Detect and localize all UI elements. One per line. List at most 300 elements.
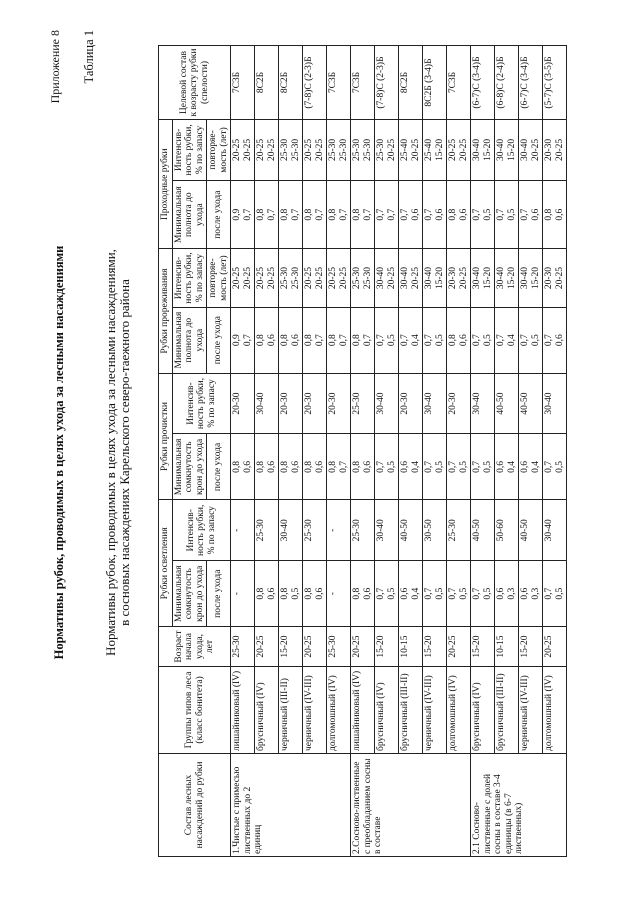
cell-value: 0,7 <box>544 460 554 473</box>
cell-p-min <box>351 180 375 249</box>
cell-type: черничный (III-II) <box>279 666 303 753</box>
cell-value: 0,6 <box>266 587 277 600</box>
cell-value: 0,6 <box>290 334 301 347</box>
cell-l-int: 25-30 <box>303 500 327 561</box>
header-start-age: Возраст начала ухода, лет <box>159 627 231 667</box>
cell-value: 0,4 <box>410 587 421 600</box>
cell-value: 20-30 <box>544 266 554 290</box>
cell-value: 0,5 <box>434 460 445 473</box>
cell-t-min <box>327 307 351 373</box>
cell-c-int: 40-50 <box>519 373 543 434</box>
cell-value: 0,7 <box>362 334 373 347</box>
cell-value: 20-25 <box>314 138 325 162</box>
cell-p-int <box>447 120 471 181</box>
cell-l-min <box>375 561 399 627</box>
cell-p-int <box>255 120 279 181</box>
cell-value: 0,7 <box>400 334 410 347</box>
cell-l-min: - <box>231 561 255 627</box>
cell-value: 0,8 <box>280 334 290 347</box>
cell-age: 20-25 <box>447 627 471 667</box>
cell-value: 0,9 <box>232 208 242 221</box>
cell-value: 0,6 <box>496 587 506 600</box>
cell-value: 0,7 <box>338 460 349 473</box>
cell-value: 25-40 <box>400 138 410 162</box>
cell-value: 0,7 <box>376 460 386 473</box>
cell-value: 20-25 <box>232 266 242 290</box>
cell-value: 20-25 <box>256 138 266 162</box>
cell-value: 0,6 <box>314 460 325 473</box>
cell-type: брусничный (III-II) <box>399 666 423 753</box>
cell-value: 0,3 <box>530 587 541 600</box>
cell-value: 0,8 <box>352 208 362 221</box>
cell-value: 0,6 <box>362 587 373 600</box>
cell-c-int: 20-30 <box>303 373 327 434</box>
cell-value: 0,6 <box>266 460 277 473</box>
cell-l-min <box>471 561 495 627</box>
cell-value: 0,8 <box>328 208 338 221</box>
cell-p-int <box>279 120 303 181</box>
cell-t-int <box>255 249 279 307</box>
cell-value: 15-20 <box>434 266 445 290</box>
cell-target: 8С2Б <box>255 46 279 120</box>
cell-value: 20-25 <box>530 138 541 162</box>
group-cell: 2.1 Сосново-лиственные с долей сосны в составе 3-4 единицы (в 6-7 лиственных) <box>471 753 567 856</box>
cell-t-int <box>543 249 567 307</box>
cell-p-int <box>303 120 327 181</box>
cell-value: 0,6 <box>496 460 506 473</box>
cell-l-int: 25-30 <box>447 500 471 561</box>
table-row <box>519 46 543 857</box>
cell-t-min <box>495 307 519 373</box>
cell-value: 20-25 <box>554 138 565 162</box>
cell-c-min <box>279 434 303 500</box>
table-row <box>351 46 375 857</box>
cell-value: 0,7 <box>290 208 301 221</box>
table-caption-line-1: Нормативы рубок, проводимых в целях ухода за лесными насаждениями, <box>103 249 118 656</box>
cell-t-min <box>399 307 423 373</box>
cell-value: 0,6 <box>266 334 277 347</box>
cell-p-min <box>255 180 279 249</box>
cell-value: 0,8 <box>256 460 266 473</box>
cell-value: 15-20 <box>506 266 517 290</box>
cell-value: 0,7 <box>472 334 482 347</box>
cell-age: 15-20 <box>279 627 303 667</box>
header-thinning-min: Минимальная полнота до ухода <box>172 307 207 373</box>
cell-value: 0,6 <box>290 460 301 473</box>
cell-c-min <box>423 434 447 500</box>
cell-value: 0,8 <box>352 460 362 473</box>
cell-p-int <box>327 120 351 181</box>
cell-value: 0,6 <box>458 208 469 221</box>
cell-value: 0,6 <box>554 208 565 221</box>
cell-p-min <box>327 180 351 249</box>
cell-value: 15-20 <box>434 138 445 162</box>
cell-value: 25-30 <box>328 138 338 162</box>
header-lighting-min: Минимальная сомкнутость крон до ухода <box>172 561 207 627</box>
cell-c-int: 30-40 <box>375 373 399 434</box>
cell-t-int <box>519 249 543 307</box>
cell-t-min <box>303 307 327 373</box>
cell-value: 0,7 <box>376 587 386 600</box>
cell-p-min <box>471 180 495 249</box>
cell-p-min <box>279 180 303 249</box>
cell-value: 20-25 <box>256 266 266 290</box>
cell-c-int: 30-40 <box>471 373 495 434</box>
cell-l-min <box>279 561 303 627</box>
cell-l-min <box>495 561 519 627</box>
cell-value: 0,6 <box>530 208 541 221</box>
cell-value: 0,6 <box>434 208 445 221</box>
cell-value: 20-25 <box>410 266 421 290</box>
table-body <box>231 46 567 857</box>
cell-c-min <box>495 434 519 500</box>
cell-value: 0,6 <box>362 460 373 473</box>
cell-p-min <box>447 180 471 249</box>
cell-value: 0,7 <box>472 587 482 600</box>
cell-value: 0,8 <box>352 334 362 347</box>
cell-t-min <box>351 307 375 373</box>
cell-value: 30-40 <box>376 266 386 290</box>
cell-c-min <box>471 434 495 500</box>
cell-value: 0,5 <box>434 334 445 347</box>
cell-l-int: 40-50 <box>399 500 423 561</box>
cell-c-int: 30-40 <box>255 373 279 434</box>
cell-type: черничный (IV-III) <box>423 666 447 753</box>
cell-value: 25-30 <box>280 266 290 290</box>
cell-value: 20-30 <box>544 138 554 162</box>
cell-value: 20-25 <box>554 266 565 290</box>
cell-t-min <box>423 307 447 373</box>
cell-l-int: 30-40 <box>279 500 303 561</box>
header-repeat: повторяе-мость (лет) <box>207 249 231 307</box>
cell-c-int: 30-40 <box>423 373 447 434</box>
cell-value: 0,6 <box>410 208 421 221</box>
header-repeat: повторяе-мость (лет) <box>207 120 231 181</box>
cell-value: 30-40 <box>472 266 482 290</box>
cell-type: долгомошный (IV) <box>543 666 567 753</box>
header-lighting-int: Интенсив-ность рубки, % по запасу <box>172 500 231 561</box>
cell-l-int: 30-40 <box>375 500 399 561</box>
cell-value: 0,8 <box>352 587 362 600</box>
cell-value: 0,3 <box>506 587 517 600</box>
cell-value: 0,8 <box>304 208 314 221</box>
cell-age: 20-25 <box>255 627 279 667</box>
cell-value: 30-40 <box>424 266 434 290</box>
cell-type: брусничный (III-II) <box>495 666 519 753</box>
cell-value: 0,8 <box>448 208 458 221</box>
header-composition: Состав лесных насаждений до рубки <box>159 753 231 856</box>
cell-l-min <box>543 561 567 627</box>
cell-t-min <box>375 307 399 373</box>
cell-age: 10-15 <box>495 627 519 667</box>
cell-value: 30-40 <box>400 266 410 290</box>
cell-type: брусничный (IV) <box>375 666 399 753</box>
cell-value: 15-20 <box>530 266 541 290</box>
cell-value: 20-25 <box>410 138 421 162</box>
cell-value: 0,7 <box>338 208 349 221</box>
cell-c-min <box>351 434 375 500</box>
cell-value: 0,5 <box>386 587 397 600</box>
cell-value: 0,7 <box>448 587 458 600</box>
header-thinning-int: Интенсив-ность рубки, % по запасу <box>172 249 207 307</box>
cell-p-min <box>543 180 567 249</box>
cell-value: 0,7 <box>544 334 554 347</box>
cell-value: 0,5 <box>482 208 493 221</box>
cell-value: 20-30 <box>448 266 458 290</box>
page-title: Нормативы рубок, проводимых в целях ухода за лесными насаждениями <box>52 245 66 660</box>
group-cell: 1.Чистые с примесью лиственных до 2 единиц <box>231 753 351 856</box>
table-row <box>279 46 303 857</box>
group-cell: 2.Сосново-лиственные с преобладанием сосны в составе <box>351 753 471 856</box>
cell-type: долгомошный (IV) <box>327 666 351 753</box>
cell-type: брусничный (IV) <box>471 666 495 753</box>
cell-value: 0,7 <box>496 208 506 221</box>
cell-value: 30-40 <box>520 266 530 290</box>
header-target: Целевой состав к возрасту рубки (спелости) <box>159 46 231 120</box>
cell-value: 0,8 <box>304 334 314 347</box>
cell-value: 0,7 <box>544 587 554 600</box>
cell-value: 30-40 <box>496 266 506 290</box>
cell-c-min <box>399 434 423 500</box>
cell-target: 7С3Б <box>351 46 375 120</box>
cell-age: 15-20 <box>375 627 399 667</box>
cell-c-int: 20-30 <box>399 373 423 434</box>
cell-value: 0,9 <box>232 334 242 347</box>
header-forest-type: Группы типов леса (класс бонитета) <box>159 666 231 753</box>
cell-l-min <box>255 561 279 627</box>
cell-c-min <box>543 434 567 500</box>
cell-value: 0,6 <box>314 587 325 600</box>
cell-value: 0,7 <box>242 208 253 221</box>
cell-value: 0,7 <box>376 334 386 347</box>
cell-p-int <box>375 120 399 181</box>
cell-value: 0,7 <box>242 334 253 347</box>
cell-age: 10-15 <box>399 627 423 667</box>
cell-value: 0,5 <box>434 587 445 600</box>
cell-t-int <box>279 249 303 307</box>
cell-c-int: 20-30 <box>231 373 255 434</box>
cell-t-int <box>495 249 519 307</box>
cell-value: 0,6 <box>242 460 253 473</box>
cell-l-min <box>399 561 423 627</box>
cell-l-int: 40-50 <box>519 500 543 561</box>
cell-value: 0,5 <box>458 587 469 600</box>
cell-value: 0,7 <box>424 334 434 347</box>
cell-value: 25-30 <box>338 138 349 162</box>
cell-value: 0,6 <box>400 460 410 473</box>
cell-p-int <box>471 120 495 181</box>
cell-c-int: 30-40 <box>543 373 567 434</box>
cell-target: 8С2Б (3-4)Б <box>423 46 447 120</box>
cell-value: 0,4 <box>530 460 541 473</box>
cell-age: 15-20 <box>423 627 447 667</box>
cell-t-min <box>447 307 471 373</box>
cell-c-min <box>255 434 279 500</box>
cell-value: 25-40 <box>424 138 434 162</box>
cell-value: 20-25 <box>314 266 325 290</box>
header-cleaning: Рубки прочистки <box>159 373 173 500</box>
cell-age: 25-30 <box>231 627 255 667</box>
cell-t-int <box>303 249 327 307</box>
cell-l-int: 30-40 <box>543 500 567 561</box>
cell-c-min <box>519 434 543 500</box>
cell-target: 7С3Б <box>231 46 255 120</box>
cell-target: (5-7)С (3-5)Б <box>543 46 567 120</box>
cell-value: 25-30 <box>362 266 373 290</box>
header-cleaning-min: Минимальная сомкнутость крон до ухода <box>172 434 207 500</box>
cell-l-min <box>519 561 543 627</box>
cell-value: 0,8 <box>256 334 266 347</box>
cell-p-int <box>399 120 423 181</box>
cell-l-int: 25-30 <box>351 500 375 561</box>
cell-l-int: 30-50 <box>423 500 447 561</box>
cell-target: (7-8)С (2-3)Б <box>303 46 327 120</box>
cell-target: (7-8)С (2-3)Б <box>375 46 399 120</box>
cell-value: 0,7 <box>400 208 410 221</box>
cell-value: 0,7 <box>472 208 482 221</box>
cell-age: 20-25 <box>351 627 375 667</box>
cell-p-int <box>519 120 543 181</box>
cell-value: 20-25 <box>386 266 397 290</box>
cell-value: 0,8 <box>280 587 290 600</box>
cell-c-min <box>231 434 255 500</box>
table-row <box>543 46 567 857</box>
cell-value: 25-30 <box>290 138 301 162</box>
cell-value: 0,8 <box>304 587 314 600</box>
cell-value: 15-20 <box>482 266 493 290</box>
cell-p-min <box>423 180 447 249</box>
cell-target: 7С3Б <box>327 46 351 120</box>
cell-value: 0,5 <box>458 460 469 473</box>
cell-type: лишайниковый (IV) <box>231 666 255 753</box>
cell-p-min <box>375 180 399 249</box>
header-passage-int: Интенсив-ность рубки, % по запасу <box>172 120 207 181</box>
cell-p-min <box>399 180 423 249</box>
cell-value: 0,4 <box>410 334 421 347</box>
cell-t-int <box>471 249 495 307</box>
header-after-care: после ухода <box>207 307 231 373</box>
cell-t-int <box>399 249 423 307</box>
cell-value: 0,4 <box>506 460 517 473</box>
table-row <box>447 46 471 857</box>
table-row <box>231 46 255 857</box>
table-row <box>327 46 351 857</box>
header-after-care: после ухода <box>207 180 231 249</box>
cell-value: 0,7 <box>362 208 373 221</box>
cell-t-int <box>375 249 399 307</box>
cell-value: 0,5 <box>506 208 517 221</box>
cell-l-min <box>351 561 375 627</box>
cell-target: (6-7)С (3-4)Б <box>519 46 543 120</box>
cell-t-int <box>423 249 447 307</box>
cell-value: 20-25 <box>458 138 469 162</box>
cell-value: 0,5 <box>290 587 301 600</box>
cell-l-int: 25-30 <box>255 500 279 561</box>
cell-age: 20-25 <box>303 627 327 667</box>
cell-p-int <box>423 120 447 181</box>
cell-value: 0,6 <box>520 587 530 600</box>
cell-l-min: - <box>327 561 351 627</box>
cell-value: 0,4 <box>410 460 421 473</box>
cell-value: 0,5 <box>482 334 493 347</box>
table-row <box>423 46 447 857</box>
cell-age: 25-30 <box>327 627 351 667</box>
cell-value: 0,7 <box>314 334 325 347</box>
cell-value: 25-30 <box>362 138 373 162</box>
cell-value: 0,5 <box>482 460 493 473</box>
cell-age: 15-20 <box>519 627 543 667</box>
cell-value: 0,7 <box>314 208 325 221</box>
cell-value: 20-25 <box>328 266 338 290</box>
header-cleaning-int: Интенсив-ность рубки, % по запасу <box>172 373 231 434</box>
cell-value: 0,5 <box>554 460 565 473</box>
cell-value: 0,7 <box>338 334 349 347</box>
table-row <box>255 46 279 857</box>
cell-value: 20-25 <box>338 266 349 290</box>
cell-type: лишайниковый (IV) <box>351 666 375 753</box>
cell-value: 0,8 <box>280 460 290 473</box>
cell-value: 0,7 <box>424 460 434 473</box>
cell-value: 0,8 <box>232 460 242 473</box>
cell-value: 20-25 <box>266 138 277 162</box>
cell-type: долгомошный (IV) <box>447 666 471 753</box>
cell-value: 0,8 <box>280 208 290 221</box>
header-after-care: после ухода <box>207 434 231 500</box>
cell-age: 15-20 <box>471 627 495 667</box>
cell-type: брусничный (IV) <box>255 666 279 753</box>
cell-l-int: 40-50 <box>471 500 495 561</box>
cell-p-min <box>495 180 519 249</box>
cell-value: 0,8 <box>328 460 338 473</box>
cell-value: 0,7 <box>448 460 458 473</box>
cell-value: 20-25 <box>458 266 469 290</box>
cell-value: 0,7 <box>496 334 506 347</box>
cell-value: 0,5 <box>482 587 493 600</box>
cell-value: 0,5 <box>530 334 541 347</box>
header-passage: Проходные рубки <box>159 120 173 249</box>
table-caption-line-2: в сосновых насаждениях Карельского северо-таежного района <box>117 279 132 626</box>
cell-value: 25-30 <box>352 266 362 290</box>
cell-p-min <box>519 180 543 249</box>
cell-value: 0,8 <box>328 334 338 347</box>
cell-value: 0,7 <box>424 587 434 600</box>
cell-value: 0,6 <box>554 334 565 347</box>
cell-value: 0,7 <box>386 208 397 221</box>
cell-value: 25-30 <box>280 138 290 162</box>
cell-value: 0,8 <box>544 208 554 221</box>
cell-p-min <box>231 180 255 249</box>
cell-t-min <box>255 307 279 373</box>
cell-value: 0,7 <box>266 208 277 221</box>
cell-value: 0,8 <box>448 334 458 347</box>
cell-value: 0,5 <box>386 334 397 347</box>
cell-t-int <box>447 249 471 307</box>
cell-value: 25-30 <box>352 138 362 162</box>
cell-c-int: 20-30 <box>279 373 303 434</box>
table-row <box>303 46 327 857</box>
header-thinning: Рубки прореживания <box>159 249 173 373</box>
header-passage-min: Минимальная полнота до ухода <box>172 180 207 249</box>
cell-t-min <box>543 307 567 373</box>
cell-type: черничный (IV-III) <box>303 666 327 753</box>
cell-value: 20-25 <box>386 138 397 162</box>
cell-value: 0,7 <box>472 460 482 473</box>
cell-target: 8С2Б <box>279 46 303 120</box>
table-row <box>399 46 423 857</box>
cell-t-min <box>231 307 255 373</box>
table-row <box>375 46 399 857</box>
cell-value: 30-40 <box>496 138 506 162</box>
